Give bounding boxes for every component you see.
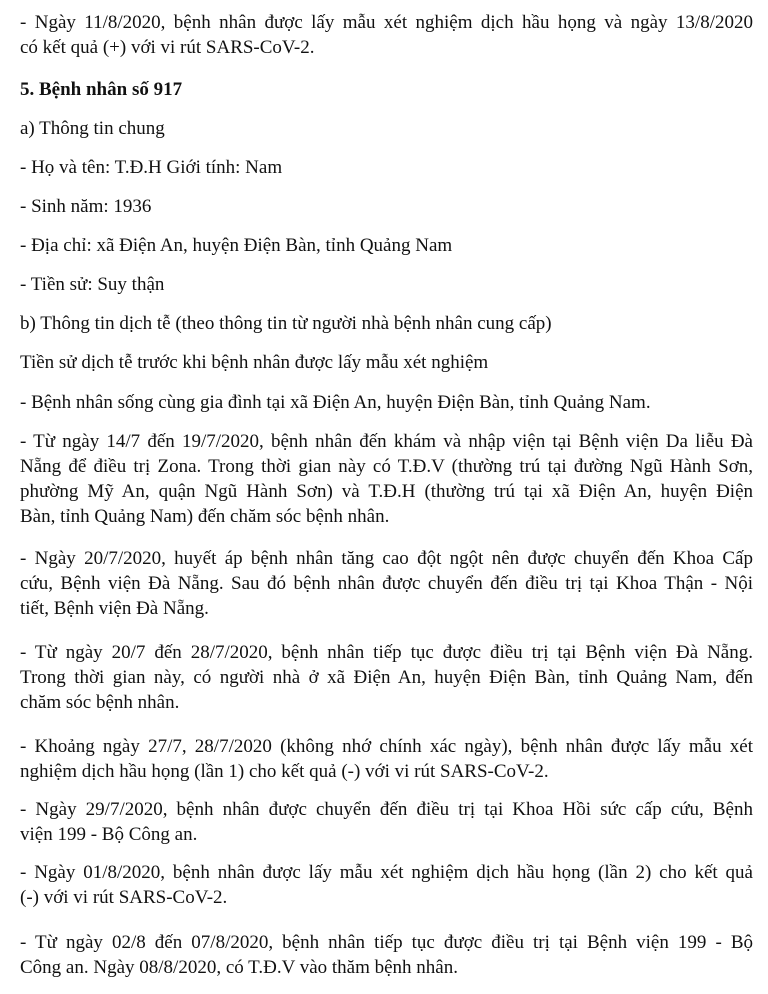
epi-item-3: [20, 546, 753, 621]
section-heading-text: 5. Bệnh nhân số 917: [20, 79, 183, 100]
text-line: nghiệm dịch hầu họng (lần 1) cho kết quả (-) với vi rút SARS-CoV-2.: [20, 761, 549, 782]
patient-history: [20, 272, 753, 297]
text-line: viện 199 - Bộ Công an.: [20, 824, 198, 845]
epi-item-1: [20, 390, 753, 415]
epi-item-2: [20, 429, 753, 529]
epi-heading-text: b) Thông tin dịch tễ (theo thông tin từ người nhà bệnh nhân cung cấp): [20, 313, 552, 334]
text-line: - Từ ngày 14/7 đến 19/7/2020, bệnh nhân đến khám và nhập viện tại Bệnh viện Da liễu Đà: [20, 431, 753, 452]
epi-heading: [20, 311, 753, 336]
epi-item-8: [20, 930, 753, 980]
text-line: Công an. Ngày 08/8/2020, có T.Đ.V vào thăm bệnh nhân.: [20, 957, 458, 978]
text-line: chăm sóc bệnh nhân.: [20, 692, 180, 713]
text-line: - Từ ngày 20/7 đến 28/7/2020, bệnh nhân tiếp tục được điều trị tại Bệnh viện Đà Nẵng.: [20, 642, 753, 663]
text-line: - Từ ngày 02/8 đến 07/8/2020, bệnh nhân tiếp tục được điều trị tại Bệnh viện 199 - Bộ: [20, 932, 753, 953]
epi-subheading-text: Tiền sử dịch tễ trước khi bệnh nhân được lấy mẫu xét nghiệm: [20, 352, 489, 373]
patient-address: [20, 233, 753, 258]
text-line: - Bệnh nhân sống cùng gia đình tại xã Điện An, huyện Điện Bàn, tỉnh Quảng Nam.: [20, 392, 651, 413]
text-line: - Ngày 11/8/2020, bệnh nhân được lấy mẫu xét nghiệm dịch hầu họng và ngày 13/8/2020: [20, 12, 753, 33]
text-line: - Họ và tên: T.Đ.H Giới tính: Nam: [20, 157, 283, 178]
text-line: - Địa chỉ: xã Điện An, huyện Điện Bàn, tỉnh Quảng Nam: [20, 235, 453, 256]
text-line: Nẵng để điều trị Zona. Trong thời gian này có T.Đ.V (thường trú tại đường Ngũ Hành Sơn,: [20, 456, 753, 477]
epi-item-4: [20, 640, 753, 715]
general-info-heading: [20, 116, 753, 141]
text-line: - Ngày 01/8/2020, bệnh nhân được lấy mẫu xét nghiệm dịch hầu họng (lần 2) cho kết quả: [20, 862, 753, 883]
intro-paragraph: [20, 10, 753, 60]
text-line: Trong thời gian này, có người nhà ở xã Điện An, huyện Điện Bàn, tỉnh Quảng Nam, đến: [20, 667, 753, 688]
text-line: - Ngày 20/7/2020, huyết áp bệnh nhân tăng cao đột ngột nên được chuyển đến Khoa Cấp: [20, 548, 753, 569]
text-line: có kết quả (+) với vi rút SARS-CoV-2.: [20, 37, 315, 58]
section-heading: [20, 77, 753, 102]
text-line: phường Mỹ An, quận Ngũ Hành Sơn) và T.Đ.H (thường trú tại xã Điện An, huyện Điện: [20, 481, 753, 502]
text-line: - Khoảng ngày 27/7, 28/7/2020 (không nhớ chính xác ngày), bệnh nhân được lấy mẫu xét: [20, 736, 753, 757]
text-line: (-) với vi rút SARS-CoV-2.: [20, 887, 228, 908]
text-line: - Ngày 29/7/2020, bệnh nhân được chuyển đến điều trị tại Khoa Hồi sức cấp cứu, Bệnh: [20, 799, 753, 820]
text-line: - Sinh năm: 1936: [20, 196, 152, 217]
epi-subheading: [20, 350, 753, 375]
epi-item-7: [20, 860, 753, 910]
patient-birth-year: [20, 194, 753, 219]
patient-name-gender: [20, 155, 753, 180]
text-line: tiết, Bệnh viện Đà Nẵng.: [20, 598, 209, 619]
text-line: Bàn, tỉnh Quảng Nam) đến chăm sóc bệnh nhân.: [20, 506, 390, 527]
epi-item-6: [20, 797, 753, 847]
epi-item-5: [20, 734, 753, 784]
text-line: cứu, Bệnh viện Đà Nẵng. Sau đó bệnh nhân được chuyển đến điều trị tại Khoa Thận - Nội: [20, 573, 753, 594]
general-info-heading-text: a) Thông tin chung: [20, 118, 165, 139]
text-line: - Tiền sử: Suy thận: [20, 274, 165, 295]
